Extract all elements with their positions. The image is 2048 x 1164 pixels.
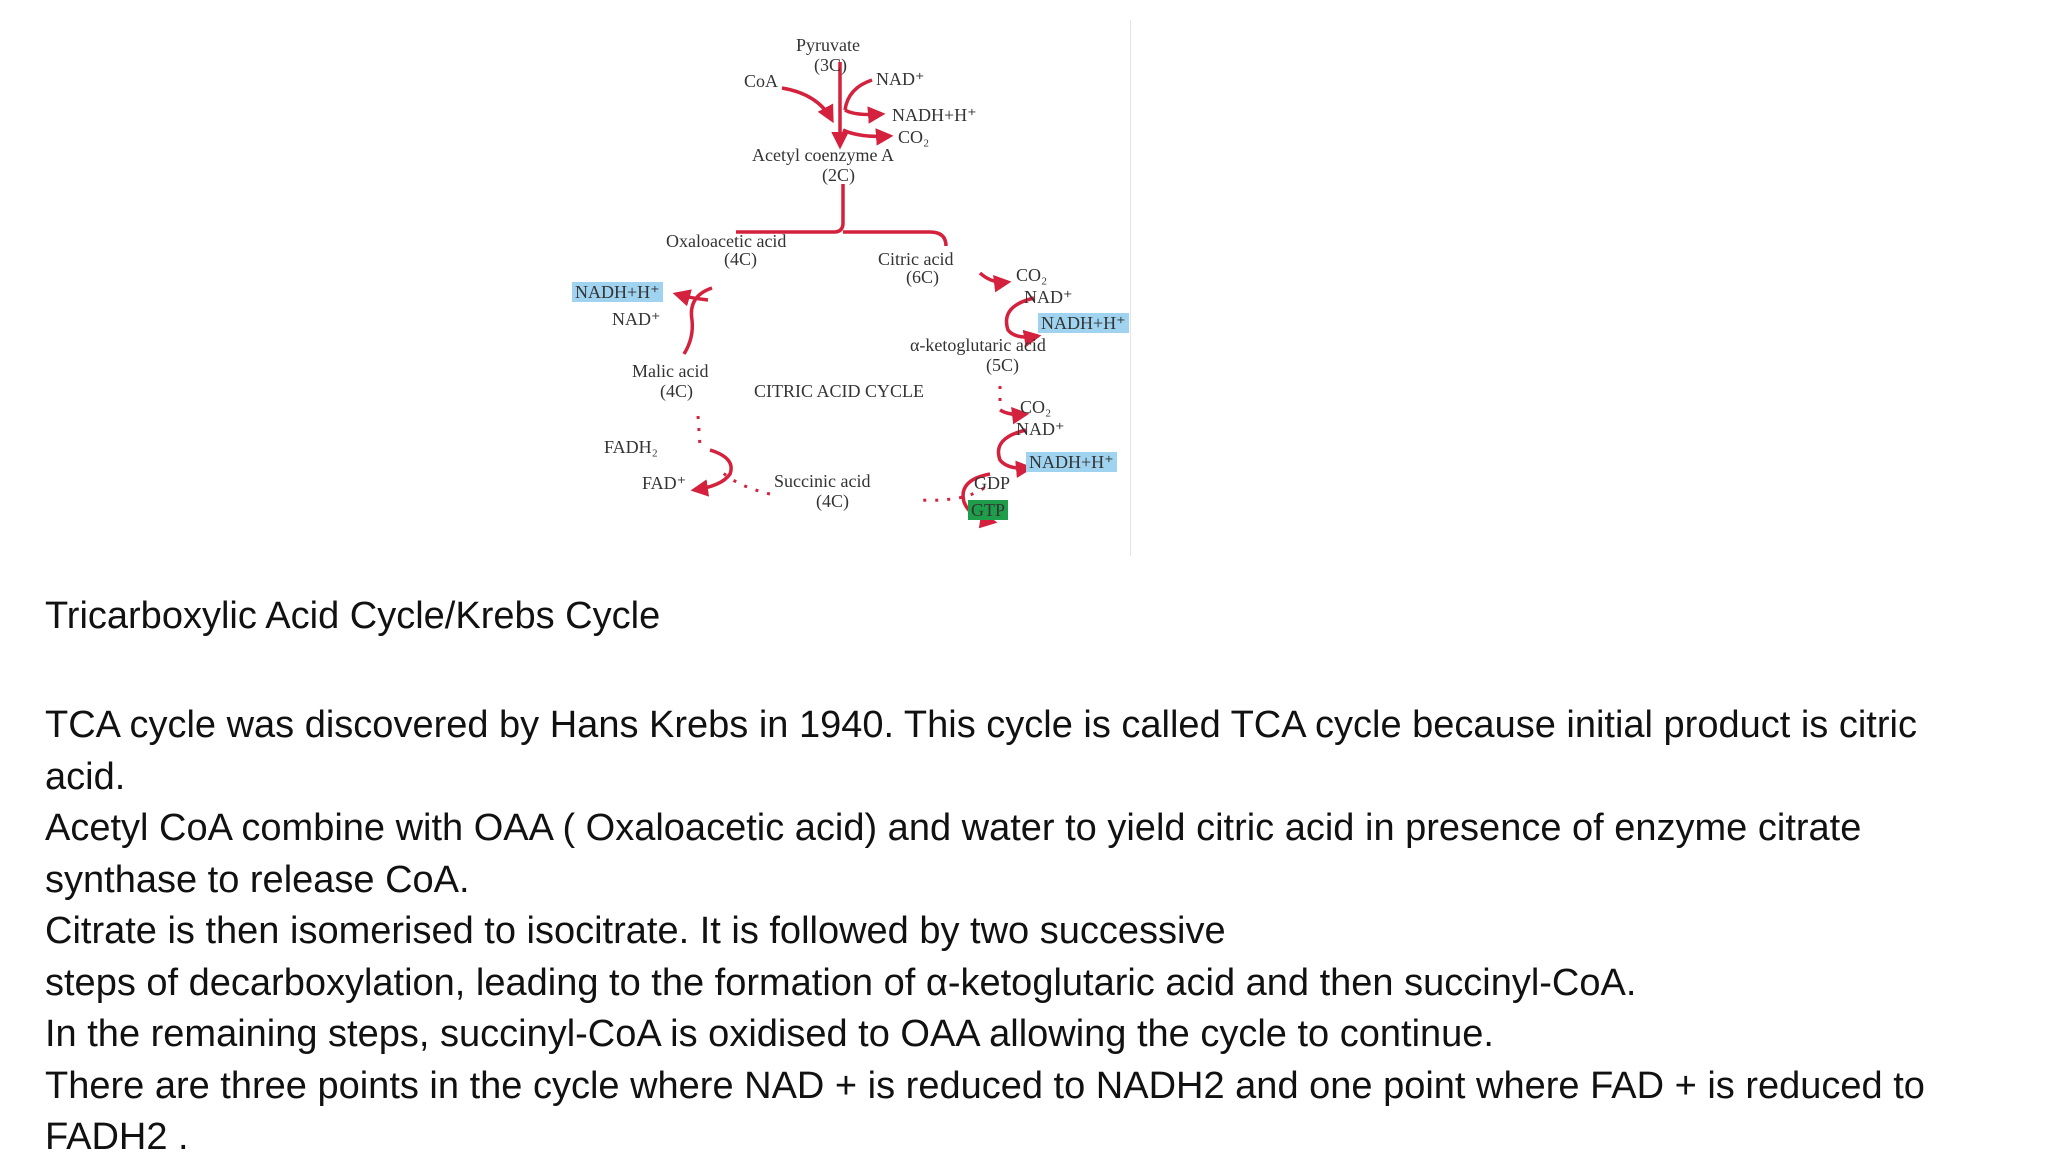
co2-right1-label: CO₂ <box>1016 265 1048 285</box>
paragraph: There are three points in the cycle where NAD + is reduced to NADH2 and one point where FAD + is reduced to FADH2 . <box>45 1064 1925 1158</box>
paragraph: steps of decarboxylation, leading to the formation of α-ketoglutaric acid and then succinyl-CoA. <box>45 961 1637 1004</box>
nad-top-label: NAD⁺ <box>876 69 925 89</box>
pyruvate-carbon: (3C) <box>814 55 847 75</box>
gdp-label: GDP <box>974 473 1011 493</box>
malic-fad-dots <box>698 416 700 446</box>
image-edge-divider <box>1130 20 1131 556</box>
paragraph: Citrate is then isomerised to isocitrate. It is followed by two successive <box>45 910 1226 952</box>
cycle-label: CITRIC ACID CYCLE <box>754 381 925 401</box>
oxaloacetic-carbon: (4C) <box>724 249 757 269</box>
nadh-top-label: NADH+H⁺ <box>892 105 977 125</box>
nad-right2-label: NAD⁺ <box>1016 419 1065 439</box>
paragraph: In the remaining steps, succinyl-CoA is oxidised to OAA allowing the cycle to continue. <box>45 1013 1494 1055</box>
citric-co2-arrow <box>980 273 1008 282</box>
nadh-left-arrow <box>676 294 708 300</box>
nadh-top-arrow <box>845 110 882 115</box>
co2-top-arrow <box>843 130 890 136</box>
nad-top-arrow <box>845 80 872 110</box>
krebs-cycle-diagram <box>560 18 1140 558</box>
paragraph: TCA cycle was discovered by Hans Krebs in 1940. This cycle is called TCA cycle because initial product is citric acid. <box>45 704 1917 798</box>
page-title: Tricarboxylic Acid Cycle/Krebs Cycle <box>45 595 661 637</box>
acetyl-into-cycle <box>736 184 843 232</box>
citric-carbon: (6C) <box>906 267 939 287</box>
nadh-right1-label: NADH+H⁺ <box>1038 313 1129 333</box>
pyruvate-label: Pyruvate <box>796 35 860 55</box>
nadh-left-label: NADH+H⁺ <box>572 282 663 302</box>
succinic-dots-left <box>720 470 770 494</box>
coa-arrow <box>782 88 832 120</box>
coa-label: CoA <box>744 71 779 91</box>
nadh-right2-label: NADH+H⁺ <box>1026 452 1117 472</box>
co2-top-label: CO₂ <box>898 127 930 147</box>
malic-carbon: (4C) <box>660 381 693 401</box>
body-text <box>45 700 1965 1164</box>
gtp-label: GTP <box>968 500 1008 520</box>
ketoglutaric-label: α-ketoglutaric acid <box>910 335 1046 355</box>
citric-label: Citric acid <box>878 249 954 269</box>
ketoglutaric-carbon: (5C) <box>986 355 1019 375</box>
oxaloacetic-label: Oxaloacetic acid <box>666 231 787 251</box>
acetyl-to-citric <box>843 232 946 246</box>
fad-label: FAD⁺ <box>642 473 687 493</box>
paragraph: Acetyl CoA combine with OAA ( Oxaloacetic acid) and water to yield citric acid in presence of enzyme citrate synthase to release CoA. <box>45 807 1862 901</box>
acetyl-carbon: (2C) <box>822 165 855 185</box>
co2-right2-label: CO₂ <box>1020 397 1052 417</box>
succinic-carbon: (4C) <box>816 491 849 511</box>
nad-right1-label: NAD⁺ <box>1024 287 1073 307</box>
acetyl-label: Acetyl coenzyme A <box>752 145 894 165</box>
fadh2-label: FADH₂ <box>604 437 658 457</box>
malic-label: Malic acid <box>632 361 709 381</box>
succinic-label: Succinic acid <box>774 471 871 491</box>
fad-arrow <box>694 450 731 490</box>
nad-left-label: NAD⁺ <box>612 309 661 329</box>
